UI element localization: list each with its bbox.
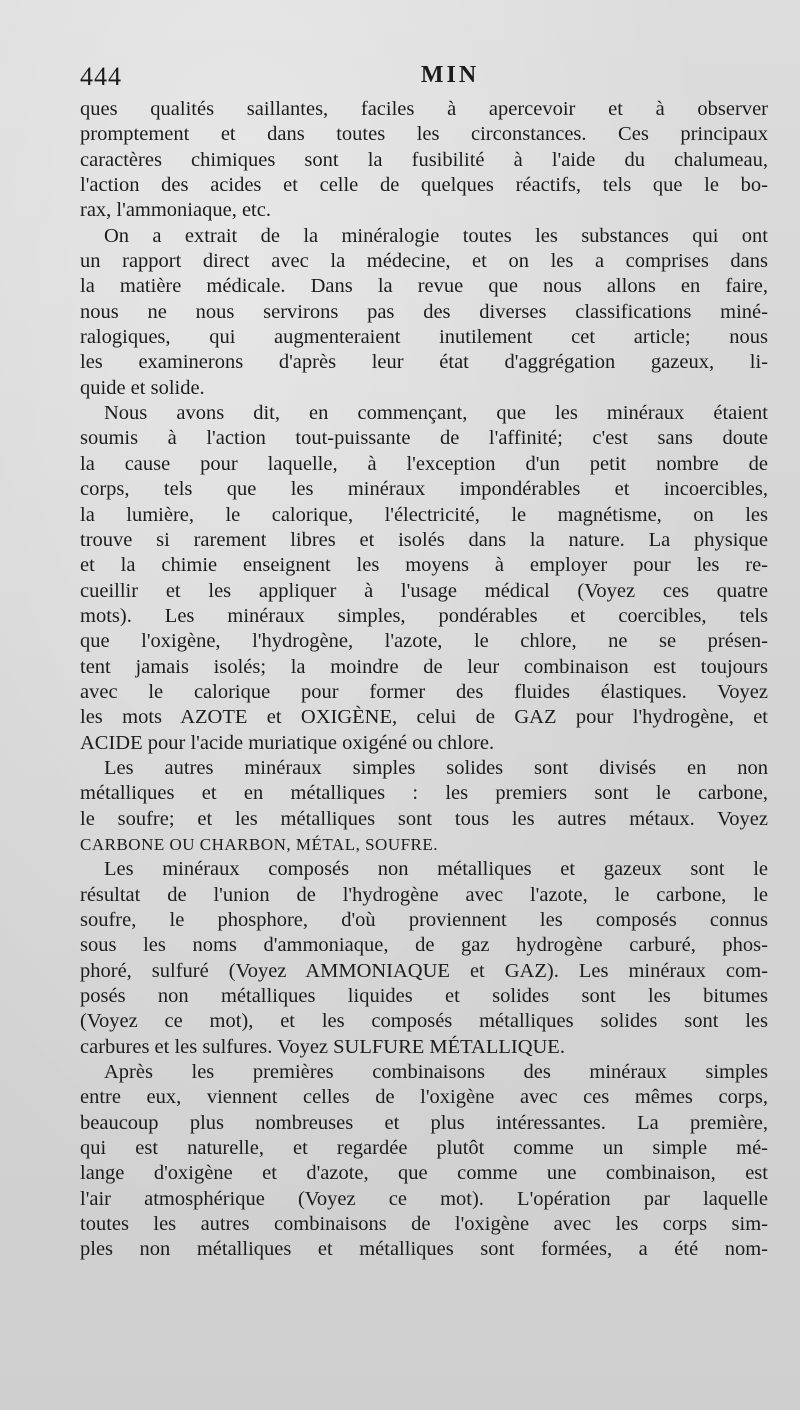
text-line: posés non métalliques liquides et solides sont les bitumes xyxy=(80,985,768,1008)
text-line: promptement et dans toutes les circonstances. Ces principaux xyxy=(80,123,768,146)
text-line: soufre, le phosphore, d'où proviennent les composés connus xyxy=(80,909,768,931)
text-line: beaucoup plus nombreuses et plus intéressantes. La première, xyxy=(80,1111,768,1134)
text-line: un rapport direct avec la médecine, et on les a comprises dans xyxy=(80,250,768,273)
text-line: la cause pour laquelle, à l'exception d'un petit nombre de xyxy=(80,452,768,475)
page-number: 444 xyxy=(80,62,122,91)
text-line: et la chimie enseignent les moyens à employer pour les re- xyxy=(80,554,768,577)
text-line: ples non métalliques et métalliques sont formées, a été nom- xyxy=(80,1238,768,1261)
text-line: les mots AZOTE et OXIGÈNE, celui de GAZ pour l'hydrogène, et xyxy=(80,706,768,729)
paragraph-start-line: On a extrait de la minéralogie toutes les substances qui ont xyxy=(104,224,768,247)
text-line: ACIDE pour l'acide muriatique oxigéné ou chlore. xyxy=(80,731,495,754)
text-line: entre eux, viennent celles de l'oxigène avec ces mêmes corps, xyxy=(80,1086,768,1109)
text-line: quide et solide. xyxy=(80,376,205,399)
text-line: cueillir et les appliquer à l'usage médical (Voyez ces quatre xyxy=(80,579,768,602)
text-line: ralogiques, qui augmenteraient inutilement cet article; nous xyxy=(80,326,768,349)
text-line: la matière médicale. Dans la revue que nous allons en faire, xyxy=(80,275,768,298)
text-line: tent jamais isolés; la moindre de leur combinaison est toujours xyxy=(80,655,768,678)
paragraph-start-line: Après les premières combinaisons des minéraux simples xyxy=(104,1061,768,1084)
paragraph-start-line: Les autres minéraux simples solides sont divisés en non xyxy=(104,756,768,779)
text-line: résultat de l'union de l'hydrogène avec l'azote, le carbone, le xyxy=(80,883,768,906)
text-line: sous les noms d'ammoniaque, de gaz hydrogène carburé, phos- xyxy=(80,934,768,957)
text-line: les examinerons d'après leur état d'aggrégation gazeux, li- xyxy=(80,351,768,374)
page-header xyxy=(80,60,770,96)
text-line: soumis à l'action tout-puissante de l'affinité; c'est sans doute xyxy=(80,427,768,450)
running-head: MIN xyxy=(420,62,480,88)
text-line: ques qualités saillantes, faciles à apercevoir et à observer xyxy=(80,98,768,120)
text-line: la lumière, le calorique, l'électricité, le magnétisme, on les xyxy=(80,503,768,526)
text-line: qui est naturelle, et regardée plutôt comme un simple mé- xyxy=(80,1137,768,1160)
text-line: le soufre; et les métalliques sont tous les autres métaux. Voyez xyxy=(80,807,768,830)
text-line: l'air atmosphérique (Voyez ce mot). L'opération par laquelle xyxy=(80,1187,768,1210)
text-line: (Voyez ce mot), et les composés métalliques solides sont les xyxy=(80,1010,768,1033)
text-line: caractères chimiques sont la fusibilité à l'aide du chalumeau, xyxy=(80,148,768,171)
text-line: trouve si rarement libres et isolés dans la nature. La physique xyxy=(80,528,768,551)
text-line: que l'oxigène, l'hydrogène, l'azote, le chlore, ne se présen- xyxy=(80,630,768,653)
text-line: avec le calorique pour former des fluides élastiques. Voyez xyxy=(80,680,768,703)
text-line: corps, tels que les minéraux impondérables et incoercibles, xyxy=(80,478,768,501)
text-line: nous ne nous servirons pas des diverses classifications miné- xyxy=(80,300,768,323)
text-line: phoré, sulfuré (Voyez AMMONIAQUE et GAZ). Les minéraux com- xyxy=(80,959,768,982)
text-line: mots). Les minéraux simples, pondérables et coercibles, tels xyxy=(80,604,768,627)
paragraph-start-line: Les minéraux composés non métalliques et gazeux sont le xyxy=(104,858,768,881)
text-line: rax, l'ammoniaque, etc. xyxy=(80,199,271,222)
body-text xyxy=(80,97,768,1263)
paragraph-start-line: Nous avons dit, en commençant, que les minéraux étaient xyxy=(104,402,768,425)
text-line: lange d'oxigène et d'azote, que comme une combinaison, est xyxy=(80,1162,768,1185)
text-line: toutes les autres combinaisons de l'oxigène avec les corps sim- xyxy=(80,1213,768,1236)
text-line: l'action des acides et celle de quelques réactifs, tels que le bo- xyxy=(80,174,768,197)
text-line: carbures et les sulfures. Voyez SULFURE MÉTALLIQUE. xyxy=(80,1035,565,1058)
text-line: CARBONE OU CHARBON, MÉTAL, SOUFRE. xyxy=(80,834,439,854)
text-line: métalliques et en métalliques : les premiers sont le carbone, xyxy=(80,782,768,805)
